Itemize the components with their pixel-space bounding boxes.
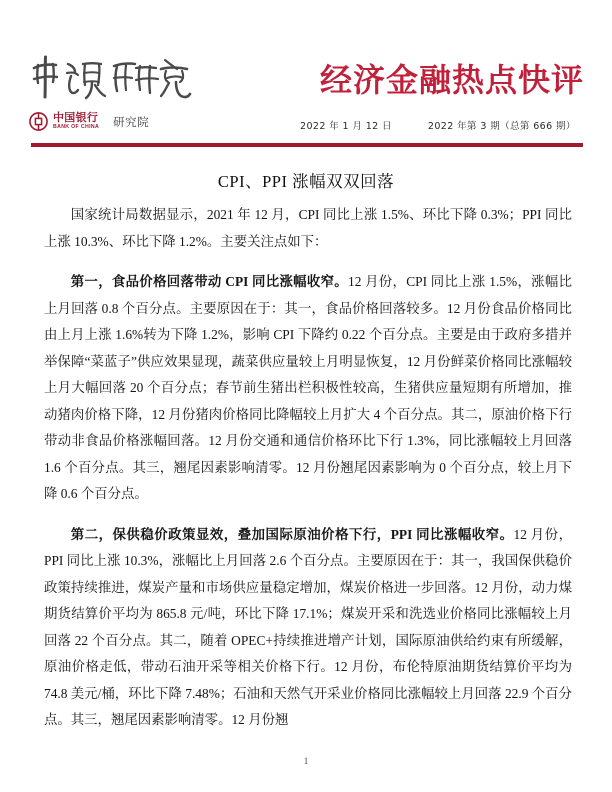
paragraph-text: 12 月份，PPI 同比上涨 10.3%，涨幅比上月回落 2.6 个百分点。主要原因在于：其一，我国保供稳价政策持续推进，煤炭产量和市场供应量稳定增加，煤炭价格进一步回落。12 月份，动力煤期货结算价平均为 865.8 元/吨，环比下降 17.1%；煤炭开采和洗选业价格同比涨幅较上月回落 22 个百分点。其二，随着 OPEC+持续推进增产计划，国际原油供给约束有所缓解，原油价格走低，带动石油开采等相关价格下行。12 月份，布伦特原油期货结算价平均为 74.8 美元/桶，环比下降 7.48%；石油和天然气开采业价格同比涨幅较上月回落 22.9 个百分点。其三，翘尾因素影响清零。12 月份翘 [44,526,572,727]
bank-name-en: BANK OF CHINA [53,124,100,131]
paragraph-text: 12 月份，CPI 同比上涨 1.5%，涨幅比上月回落 0.8 个百分点。主要原因在于：其一，食品价格回落较多。12 月份食品价格同比由上月上涨 1.6%转为下降 1.2%，影响 CPI 下降约 0.22 个百分点。主要是由于政府多措并举保障“菜蓝子”供应效果显现，蔬菜供应量较上月明显恢复，12 月份鲜菜价格同比涨幅较上月大幅回落 20 个百分点；春节前生猪出栏积极性较高，生猪供应量短期有所增加，推动猪肉价格下降，12 月份猪肉价格同比降幅较上月扩大 4 个百分点。其二，原油价格下行带动非食品价格涨幅回落。12 月份交通和通信价格环比下行 1.3%，同比涨幅较上月回落 1.6 个百分点。其三，翘尾因素影响清零。12 月份翘尾因素影响为 0 个百分点，较上月下降 0.6 个百分点。 [44,274,572,501]
paragraph-lede: 第一，食品价格回落带动 CPI 同比涨幅收窄。 [70,274,349,289]
issue-line [300,118,584,132]
bank-of-china-lockup [29,112,149,131]
paragraph-intro [44,202,572,255]
masthead [0,0,612,152]
publication-title: 经济金融热点快评 [319,61,584,99]
paragraph-point-two [44,522,572,734]
bank-name-block [53,113,99,131]
publication-date: 2022 年 1 月 12 日 [300,121,392,132]
institute-label: 研究院 [113,114,150,129]
issue-number: 2022 年第 3 期（总第 666 期） [427,121,576,132]
bank-of-china-logo-icon [29,112,48,131]
article-body [44,202,572,734]
bank-name-cn: 中国银行 [53,111,99,124]
paragraph-text: 国家统计局数据显示，2021 年 12 月，CPI 同比上涨 1.5%、环比下降 0.3%；PPI 同比上涨 10.3%、环比下降 1.2%。主要关注点如下： [44,207,572,249]
brand-script-logo [28,52,193,102]
paragraph-lede: 第二，保供稳价政策显效，叠加国际原油价格下行，PPI 同比涨幅收窄。 [70,526,514,542]
page-number: 1 [303,756,309,766]
paragraph-point-one [44,269,572,508]
masthead-divider [31,143,583,147]
article-title: CPI、PPI 涨幅双双回落 [217,172,395,191]
